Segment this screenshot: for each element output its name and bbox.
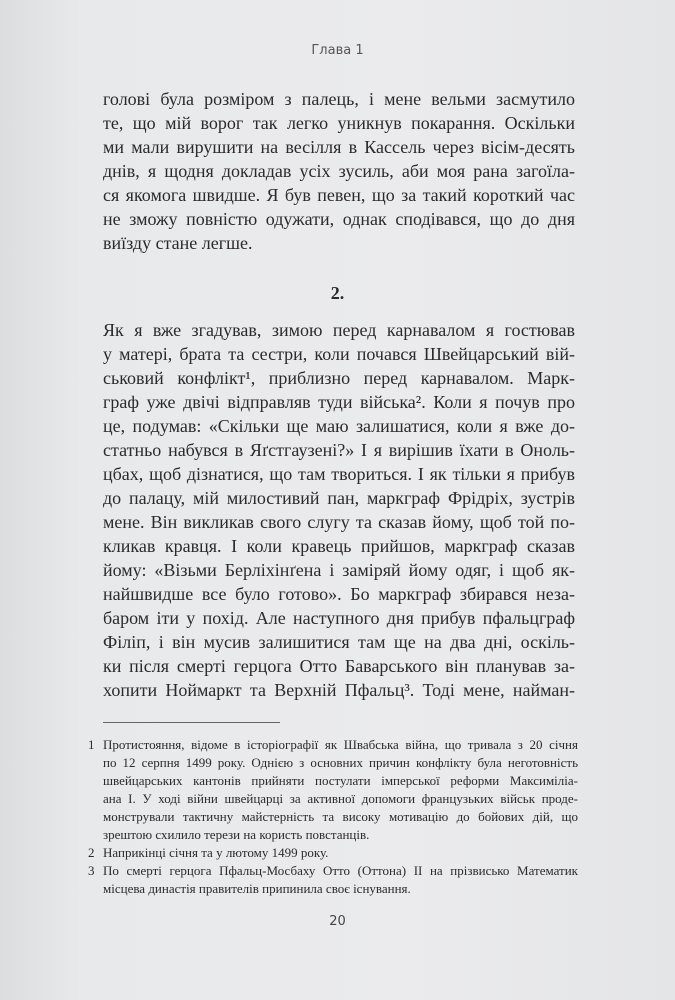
text-line: хопити Ноймаркт та Верхній Пфальц³. Тоді мене, найман- bbox=[103, 680, 575, 700]
text-line: баром іти у похід. Але наступного дня прибув пфальцграф bbox=[103, 608, 575, 628]
section-number: 2. bbox=[330, 283, 345, 303]
text-line: Як я вже згадував, зимою перед карнавалом я гостював bbox=[103, 320, 575, 340]
text-line: найшвидше все було готово». Бо маркграф збирався неза- bbox=[103, 584, 575, 604]
footnote bbox=[88, 844, 578, 862]
text-line: те, що мій ворог так легко уникнув покарання. Оскільки bbox=[103, 113, 575, 133]
text-line: ся якомога швидше. Я був певен, що за такий короткий час bbox=[103, 185, 575, 205]
footnote-text bbox=[103, 844, 578, 862]
text-line: граф уже двічі відправляв туди війська². Коли я почув про bbox=[103, 392, 575, 412]
text-line: йому: «Візьми Берліхінґена і заміряй йому одяг, і щоб як- bbox=[103, 560, 575, 580]
footnote-number: 3 bbox=[88, 863, 95, 878]
footnote-line: зрештою схилило терези на користь повстанців. bbox=[103, 827, 370, 842]
text-line: цбах, щоб дізнатися, що там твориться. І як тільки я прибув bbox=[103, 464, 575, 484]
footnote-divider bbox=[103, 722, 280, 723]
text-line: ськовий конфлікт¹, приблизно перед карнавалом. Марк- bbox=[103, 368, 575, 388]
footnote-number: 2 bbox=[88, 845, 95, 860]
text-line: днів, я щодня докладав усіх зусиль, аби моя рана загоїла- bbox=[103, 161, 575, 181]
page-number: 20 bbox=[329, 914, 346, 929]
text-line: не зможу повністю одужати, однак сподівався, що до дня bbox=[103, 209, 575, 229]
footnote bbox=[88, 862, 578, 898]
text-line: у матері, брата та сестри, коли почався Швейцарський вій- bbox=[103, 344, 575, 364]
text-line: голові була розміром з палець, і мене вельми засмутило bbox=[103, 89, 575, 109]
footnote bbox=[88, 736, 578, 844]
footnote-line: монстрували тактичну майстерність та високу мотивацію до бойових дій, що bbox=[103, 809, 578, 824]
text-line: статньо набувся в Яґстгаузені?» І я вирішив їхати в Оноль- bbox=[103, 440, 575, 460]
footnote-line: по 12 серпня 1499 року. Однією з основних причин конфлікту була неготовність bbox=[103, 755, 578, 770]
footnote-text bbox=[103, 736, 578, 844]
footnote-line: швейцарських кантонів прийняти постулати імперської реформи Максиміліа- bbox=[103, 773, 578, 788]
text-line: виїзду стане легше. bbox=[103, 233, 253, 253]
footnote-line: Наприкінці січня та у лютому 1499 року. bbox=[103, 845, 329, 860]
paragraph-2 bbox=[103, 318, 575, 702]
paragraph-1 bbox=[103, 87, 575, 255]
footnote-number: 1 bbox=[88, 737, 95, 752]
footnote-text bbox=[103, 862, 578, 898]
footnote-line: місцева династія правителів припинила своє існування. bbox=[103, 881, 411, 896]
text-line: мене. Він викликав свого слугу та сказав йому, щоб той по- bbox=[103, 512, 575, 532]
text-line: до палацу, мій милостивий пан, маркграф Фрідріх, зустрів bbox=[103, 488, 575, 508]
text-line: кликав кравця. І коли кравець прийшов, маркграф сказав bbox=[103, 536, 575, 556]
running-header: Глава 1 bbox=[311, 43, 364, 58]
footnote-line: По смерті герцога Пфальц-Мосбаху Отто (Оттона) II на прізвисько Математик bbox=[103, 863, 578, 878]
footnote-line: ана І. У ході війни швейцарці за активної допомоги французьких військ проде- bbox=[103, 791, 578, 806]
text-line: ки після смерті герцога Отто Баварського він планував за- bbox=[103, 656, 575, 676]
footnotes bbox=[88, 736, 578, 898]
text-line: ми мали вирушити на весілля в Кассель через вісім-десять bbox=[103, 137, 575, 157]
text-line: Філіп, і він мусив залишитися там ще на два дні, оскіль- bbox=[103, 632, 575, 652]
text-line: це, подумав: «Скільки ще маю залишатися, коли я вже до- bbox=[103, 416, 575, 436]
footnote-line: Протистояння, відоме в історіографії як Швабська війна, що тривала з 20 січня bbox=[103, 737, 578, 752]
